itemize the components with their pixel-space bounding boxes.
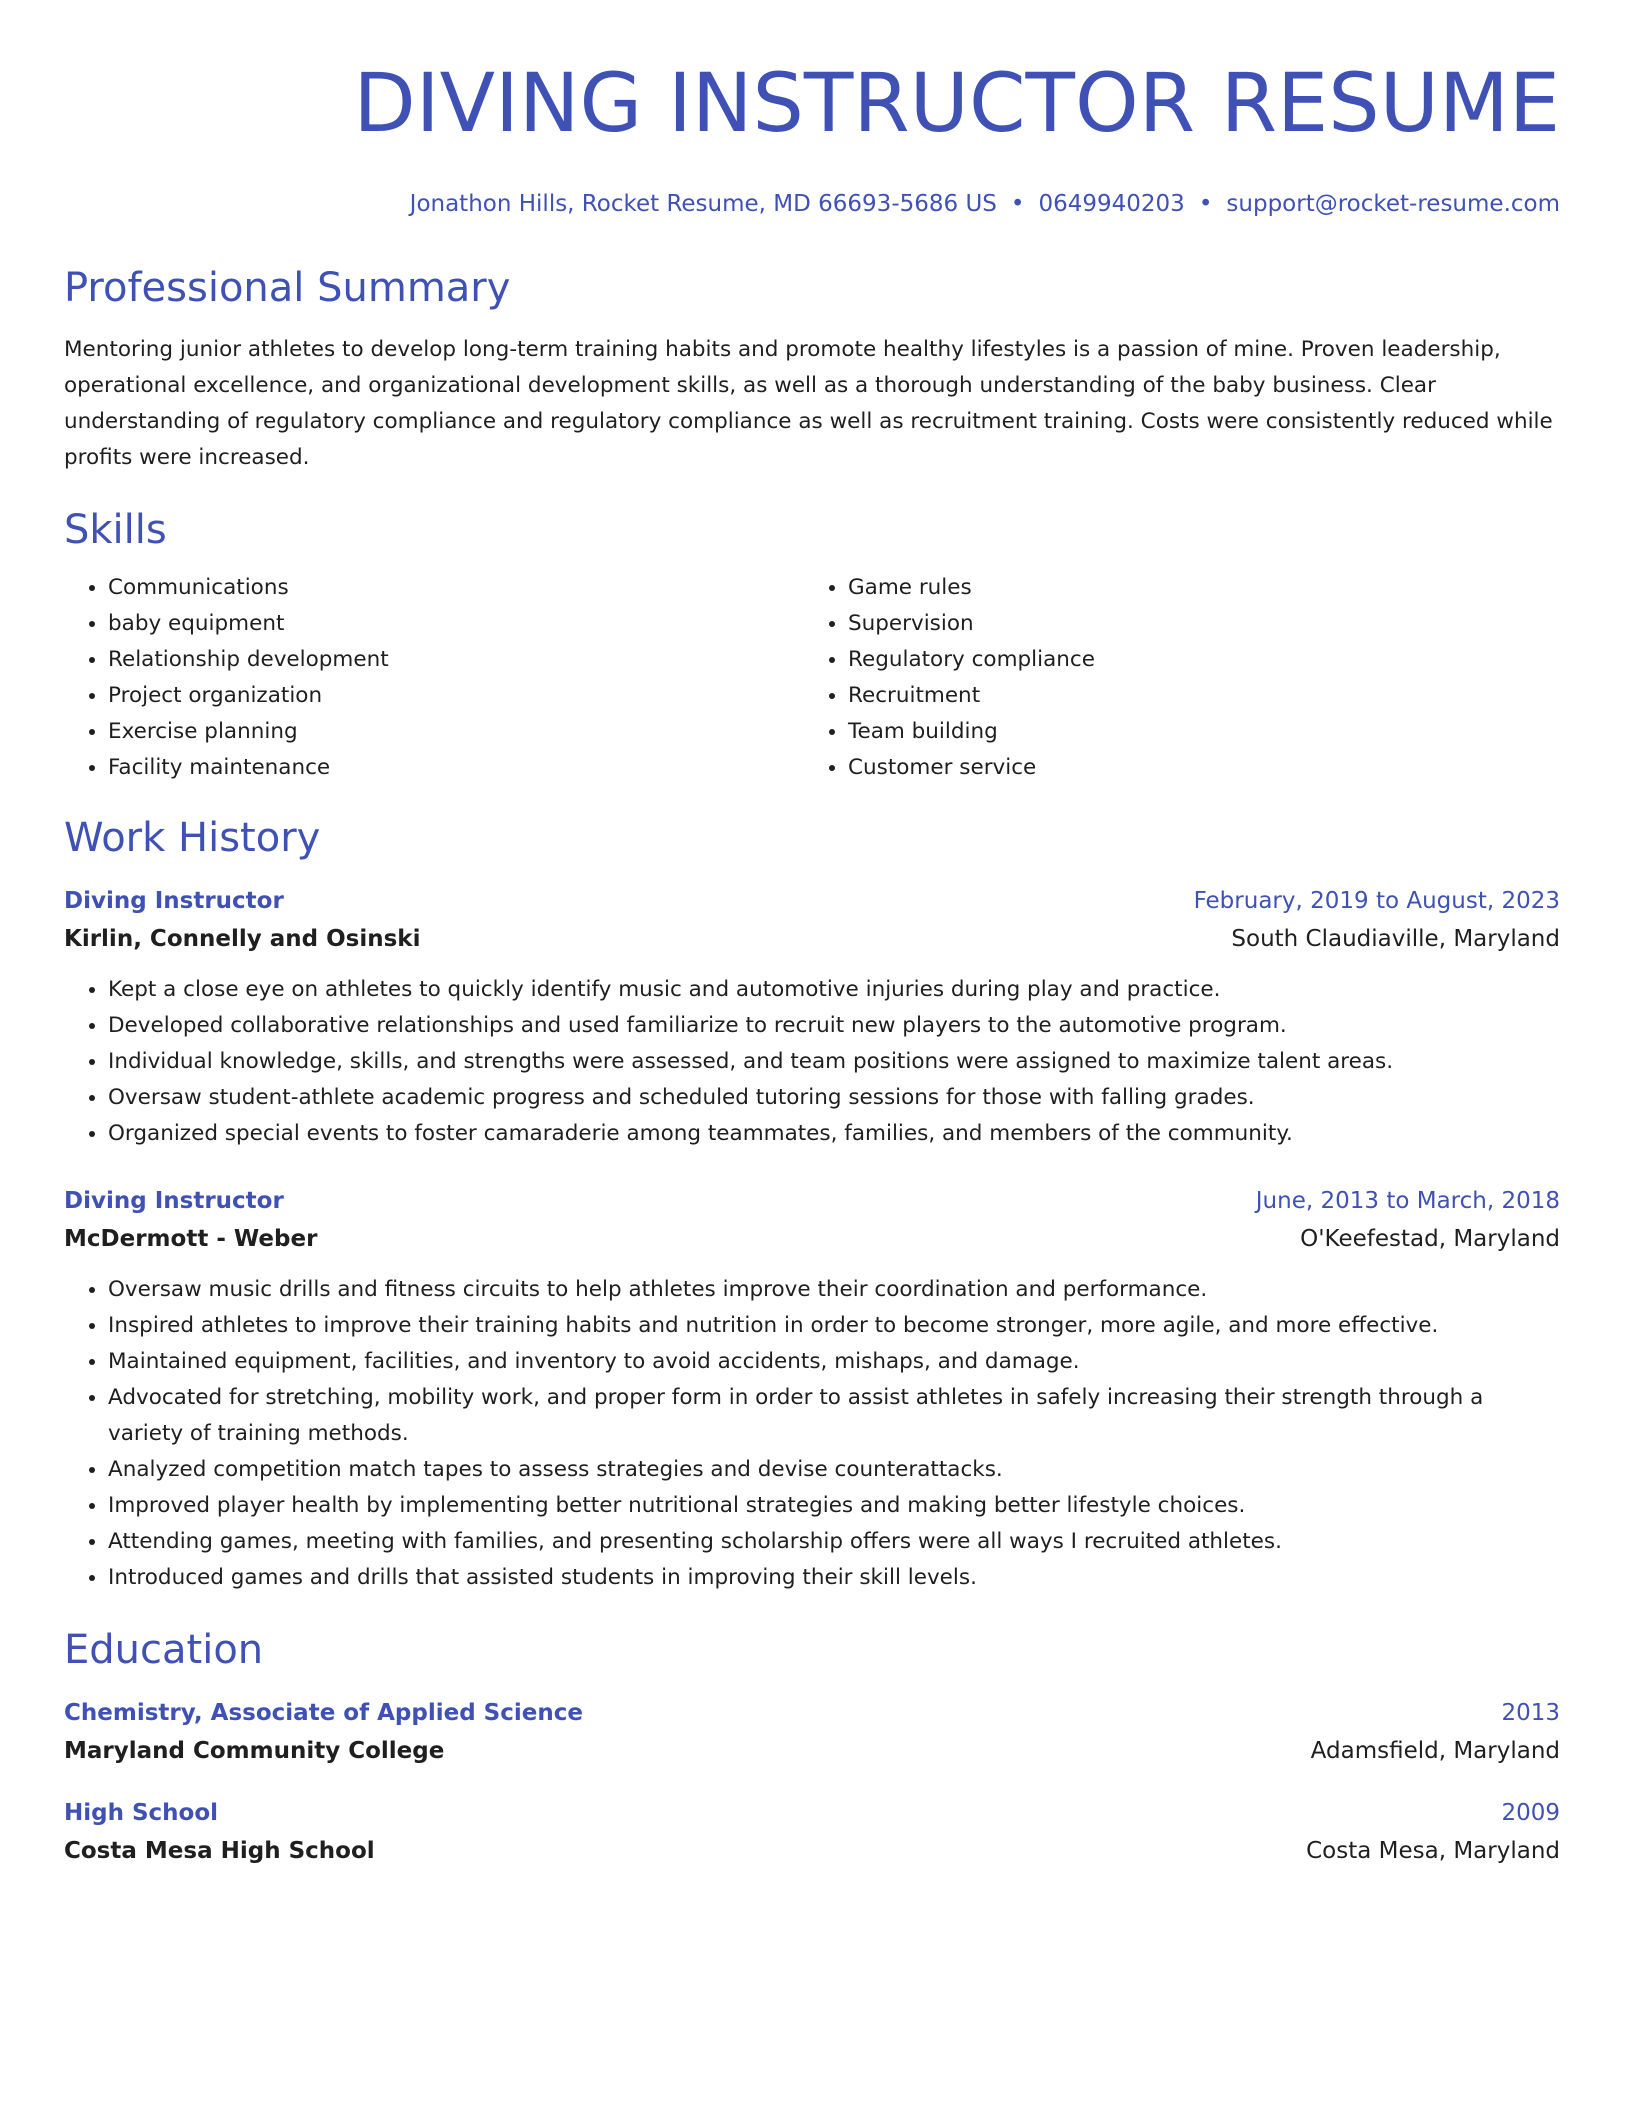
education-degree: High School — [64, 1800, 219, 1826]
education-school: Maryland Community College — [64, 1738, 445, 1764]
education-year: 2009 — [1501, 1800, 1560, 1826]
job-bullet: • Analyzed competition match tapes to assess strategies and devise counterattacks. — [108, 1452, 1560, 1488]
skills-list-left — [64, 570, 804, 786]
education-degree-row — [64, 1696, 1560, 1730]
job-bullet: • Improved player health by implementing better nutritional strategies and making better lifestyle choices. — [108, 1488, 1560, 1524]
skill-item: • Exercise planning — [108, 714, 804, 750]
skill-item: • Team building — [848, 714, 1544, 750]
section-heading-education: Education — [64, 1627, 264, 1673]
education-school: Costa Mesa High School — [64, 1838, 375, 1864]
resume-page — [64, 0, 1560, 1868]
skill-item: • baby equipment — [108, 606, 804, 642]
skill-item: • Communications — [108, 570, 804, 606]
skill-item: • Supervision — [848, 606, 1544, 642]
job-bullet: • Oversaw music drills and fitness circuits to help athletes improve their coordination and performance. — [108, 1272, 1560, 1308]
skill-item: • Relationship development — [108, 642, 804, 678]
job-company: Kirlin, Connelly and Osinski — [64, 926, 421, 952]
skill-item: • Project organization — [108, 678, 804, 714]
education-entry — [64, 1796, 1560, 1868]
job-bullet: • Individual knowledge, skills, and strengths were assessed, and team positions were assigned to maximize talent areas. — [108, 1044, 1560, 1080]
job-company-row — [64, 922, 1560, 956]
job-title: Diving Instructor — [64, 1188, 284, 1214]
job-bullet: • Inspired athletes to improve their training habits and nutrition in order to become stronger, more agile, and more effective. — [108, 1308, 1560, 1344]
education-degree: Chemistry, Associate of Applied Science — [64, 1700, 583, 1726]
job-title: Diving Instructor — [64, 888, 284, 914]
education-location: Adamsfield, Maryland — [1310, 1738, 1560, 1764]
job-bullet: • Advocated for stretching, mobility work, and proper form in order to assist athletes in safely increasing their strength through a variety of training methods. — [108, 1380, 1560, 1452]
skills-columns — [64, 570, 1560, 786]
contact-email: support@rocket-resume.com — [1226, 191, 1560, 217]
section-heading-summary: Professional Summary — [64, 265, 511, 311]
contact-separator: • — [1198, 191, 1213, 217]
education-entry — [64, 1696, 1560, 1768]
job-location: South Claudiaville, Maryland — [1231, 926, 1560, 952]
summary-text: Mentoring junior athletes to develop long-term training habits and promote healthy lifestyles is a passion of mine. Proven leadership, operational excellence, and organizational development skills, as well as a thorough understanding of the baby business. Clear understanding of regulatory compliance and regulatory compliance as well as recruitment training. Costs were consistently reduced while profits were increased. — [64, 337, 1553, 470]
job-entry — [64, 1184, 1560, 1596]
job-title-row — [64, 1184, 1560, 1218]
job-bullet: • Developed collaborative relationships and used familiarize to recruit new players to the automotive program. — [108, 1008, 1560, 1044]
contact-address: Jonathon Hills, Rocket Resume, MD 66693-5686 US — [409, 191, 997, 217]
section-heading-skills: Skills — [64, 507, 167, 553]
job-company: McDermott - Weber — [64, 1226, 318, 1252]
job-company-row — [64, 1222, 1560, 1256]
education-degree-row — [64, 1796, 1560, 1830]
job-bullets — [64, 1272, 1560, 1596]
job-bullet: • Organized special events to foster camaraderie among teammates, families, and members of the community. — [108, 1116, 1560, 1152]
contact-line — [64, 188, 1560, 220]
skill-item: • Regulatory compliance — [848, 642, 1544, 678]
job-dates: June, 2013 to March, 2018 — [1255, 1188, 1560, 1214]
job-entry — [64, 884, 1560, 1152]
education-school-row — [64, 1834, 1560, 1868]
job-bullet: • Oversaw student-athlete academic progress and scheduled tutoring sessions for those with falling grades. — [108, 1080, 1560, 1116]
section-heading-work-history: Work History — [64, 815, 321, 861]
resume-title: DIVING INSTRUCTOR RESUME — [353, 57, 1560, 151]
job-bullet: • Maintained equipment, facilities, and inventory to avoid accidents, mishaps, and damage. — [108, 1344, 1560, 1380]
job-bullets — [64, 972, 1560, 1152]
job-title-row — [64, 884, 1560, 918]
skills-list-right — [804, 570, 1544, 786]
education-school-row — [64, 1734, 1560, 1768]
job-location: O'Keefestad, Maryland — [1300, 1226, 1560, 1252]
education-location: Costa Mesa, Maryland — [1306, 1838, 1560, 1864]
job-bullet: • Introduced games and drills that assisted students in improving their skill levels. — [108, 1560, 1560, 1596]
job-dates: February, 2019 to August, 2023 — [1193, 888, 1560, 914]
education-year: 2013 — [1501, 1700, 1560, 1726]
skill-item: • Game rules — [848, 570, 1544, 606]
job-bullet: • Attending games, meeting with families, and presenting scholarship offers were all ways I recruited athletes. — [108, 1524, 1560, 1560]
contact-phone: 0649940203 — [1038, 191, 1185, 217]
skill-item: • Facility maintenance — [108, 750, 804, 786]
contact-separator: • — [1010, 191, 1025, 217]
skill-item: • Recruitment — [848, 678, 1544, 714]
skill-item: • Customer service — [848, 750, 1544, 786]
job-bullet: • Kept a close eye on athletes to quickly identify music and automotive injuries during play and practice. — [108, 972, 1560, 1008]
